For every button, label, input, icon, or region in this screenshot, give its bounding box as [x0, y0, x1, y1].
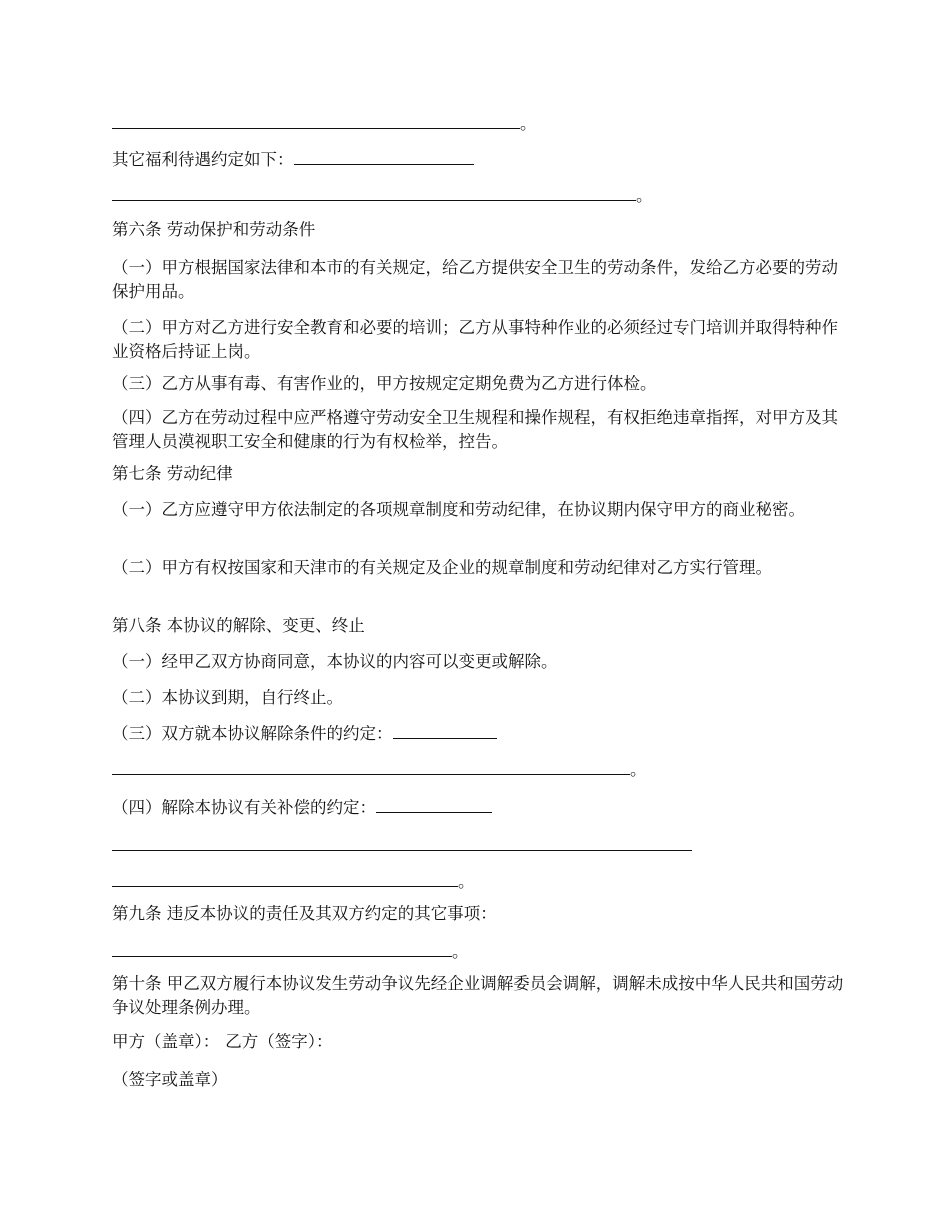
punctuation: 。	[520, 114, 537, 133]
punctuation: 。	[636, 186, 653, 205]
article-8-clause-4-label: （四）解除本协议有关补偿的约定：	[112, 798, 376, 817]
article-8-clause-3	[112, 722, 497, 746]
fill-blank	[393, 724, 497, 739]
fill-blank	[376, 798, 492, 813]
article-8-clause-1: （一）经甲乙双方协商同意，本协议的内容可以变更或解除。	[112, 652, 558, 671]
punctuation: 。	[452, 942, 469, 961]
article-6-clause-4: （四）乙方在劳动过程中应严格遵守劳动安全卫生规程和操作规程，有权拒绝违章指挥，对甲方及其管理人员漠视职工安全和健康的行为有权检举，控告。	[112, 408, 838, 451]
fill-blank	[112, 942, 452, 957]
article-7-clause-1: （一）乙方应遵守甲方依法制定的各项规章制度和劳动纪律，在协议期内保守甲方的商业秘密。	[112, 500, 805, 519]
other-benefits-label: 其它福利待遇约定如下：	[112, 150, 294, 169]
article-10: 第十条 甲乙双方履行本协议发生劳动争议先经企业调解委员会调解，调解未成按中华人民共和国劳动争议处理条例办理。	[112, 974, 844, 1017]
article-8-clause-3-blank	[112, 758, 647, 782]
party-a-label: 甲方（盖章）：	[112, 1032, 220, 1051]
article-7-clause-2: （二）甲方有权按国家和天津市的有关规定及企业的规章制度和劳动纪律对乙方实行管理。	[112, 558, 772, 577]
other-benefits-line	[112, 148, 474, 172]
blank-line-2	[112, 184, 653, 208]
punctuation: 。	[630, 760, 647, 779]
fill-blank	[112, 186, 636, 201]
article-8-title: 第八条 本协议的解除、变更、终止	[112, 616, 365, 635]
fill-blank	[112, 872, 458, 887]
article-6-clause-1: （一）甲方根据国家法律和本市的有关规定，给乙方提供安全卫生的劳动条件，发给乙方必要的劳动保护用品。	[112, 258, 838, 301]
article-9-title: 第九条 违反本协议的责任及其双方约定的其它事项：	[112, 904, 497, 923]
article-8-clause-2: （二）本协议到期，自行终止。	[112, 688, 343, 707]
blank-line-1	[112, 112, 537, 136]
article-9-blank	[112, 940, 469, 964]
fill-blank	[112, 836, 692, 851]
sign-or-seal-note: （签字或盖章）	[112, 1070, 228, 1089]
article-6-clause-3: （三）乙方从事有毒、有害作业的，甲方按规定定期免费为乙方进行体检。	[112, 374, 657, 393]
fill-blank	[112, 760, 630, 775]
article-8-clause-3-label: （三）双方就本协议解除条件的约定：	[112, 724, 393, 743]
article-8-clause-4-blank-a	[112, 834, 692, 858]
article-7-title: 第七条 劳动纪律	[112, 464, 233, 483]
article-6-title: 第六条 劳动保护和劳动条件	[112, 220, 316, 239]
party-b-label: 乙方（签字）：	[225, 1032, 333, 1051]
fill-blank	[294, 150, 474, 165]
fill-blank	[112, 114, 520, 129]
article-8-clause-4-blank-b	[112, 870, 475, 894]
article-6-clause-2: （二）甲方对乙方进行安全教育和必要的培训；乙方从事特种作业的必须经过专门培训并取得特种作业资格后持证上岗。	[112, 318, 838, 361]
punctuation: 。	[458, 872, 475, 891]
signature-line	[112, 1030, 333, 1054]
article-8-clause-4	[112, 796, 492, 820]
